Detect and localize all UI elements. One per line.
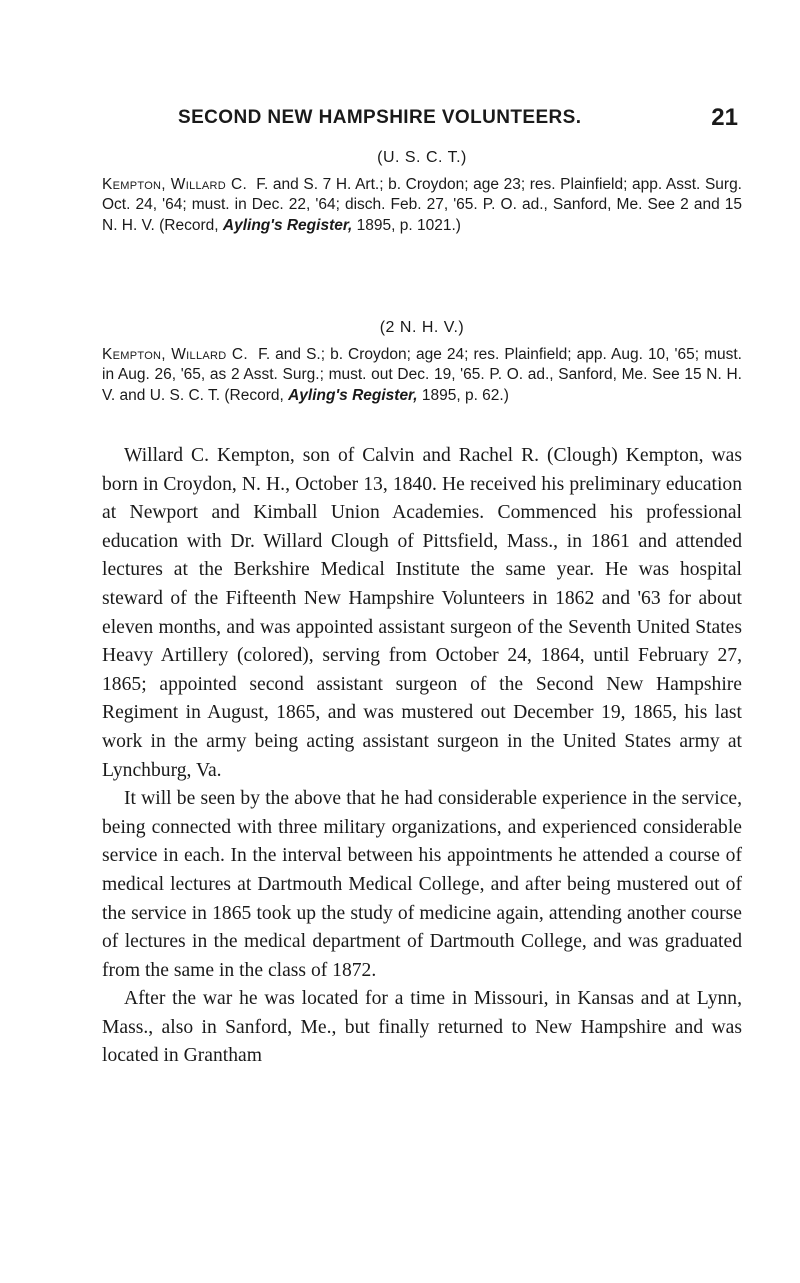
unit-heading: (2 N. H. V.) xyxy=(379,319,465,336)
source-title: Ayling's Register, xyxy=(222,216,353,234)
roster-entry-text xyxy=(102,345,742,407)
roster-entry-text xyxy=(102,175,742,237)
biography xyxy=(102,442,742,1071)
service-record: F. and S. 7 H. Art.; b. Croydon; age 23; res. Plainfield; app. Asst. Surg. Oct. 24, '64; must. in Dec. 22, '64; disch. Feb. 27, '65. P. O. ad., Sanford, Me. See 2 and 15 N. H. V. (Record, xyxy=(102,175,742,234)
service-record: F. and S.; b. Croydon; age 24; res. Plainfield; app. Aug. 10, '65; must. in Aug. 26, '65, as 2 Asst. Surg.; must. out Dec. 19, '65. P. O. ad., Sanford, Me. See 15 N. H. V. and U. S. C. T. (Record, xyxy=(102,345,742,404)
page-number: 21 xyxy=(711,104,738,131)
roster-entry-2nhv xyxy=(102,318,742,406)
source-title: Ayling's Register, xyxy=(288,386,418,404)
biography-paragraph: Willard C. Kempton, son of Calvin and Rachel R. (Clough) Kempton, was born in Croydon, N. H., October 13, 1840. He received his preliminary education at Newport and Kimball Union Academies. Commenced his professional education with Dr. Willard Clough of Pittsfield, Mass., in 1861 and attended lectures at the Berkshire Medical Institute the same year. He was hospital steward of the Fifteenth New Hampshire Volunteers in 1862 and '63 for about eleven months, and was appointed assistant surgeon of the Seventh United States Heavy Artillery (colored), serving from October 24, 1864, until February 27, 1865; appointed second assistant surgeon of the Second New Hampshire Regiment in August, 1865, and was mustered out December 19, 1865, his last work in the army being acting assistant surgeon in the United States army at Lynchburg, Va. xyxy=(102,445,742,781)
unit-heading: (U. S. C. T.) xyxy=(377,149,467,166)
soldier-name: Kempton, Willard C. xyxy=(102,345,248,363)
source-citation: 1895, p. 62.) xyxy=(421,386,509,404)
roster-entry-usct xyxy=(102,148,742,236)
running-head xyxy=(178,104,738,134)
soldier-name: Kempton, Willard C. xyxy=(102,175,248,193)
biography-paragraph: After the war he was located for a time in Missouri, in Kansas and at Lynn, Mass., also in Sanford, Me., but finally returned to New Hampshire and was located in Grantham xyxy=(102,988,742,1067)
biography-paragraph: It will be seen by the above that he had considerable experience in the service, being connected with three military organizations, and experienced considerable service in each. In the interval between his appointments he attended a course of medical lectures at Dartmouth Medical College, and after being mustered out of the service in 1865 took up the study of medicine again, attending another course of lectures in the medical department of Dartmouth College, and was graduated from the same in the class of 1872. xyxy=(102,788,742,981)
source-citation: 1895, p. 1021.) xyxy=(356,216,461,234)
running-title: SECOND NEW HAMPSHIRE VOLUNTEERS. xyxy=(178,107,582,128)
